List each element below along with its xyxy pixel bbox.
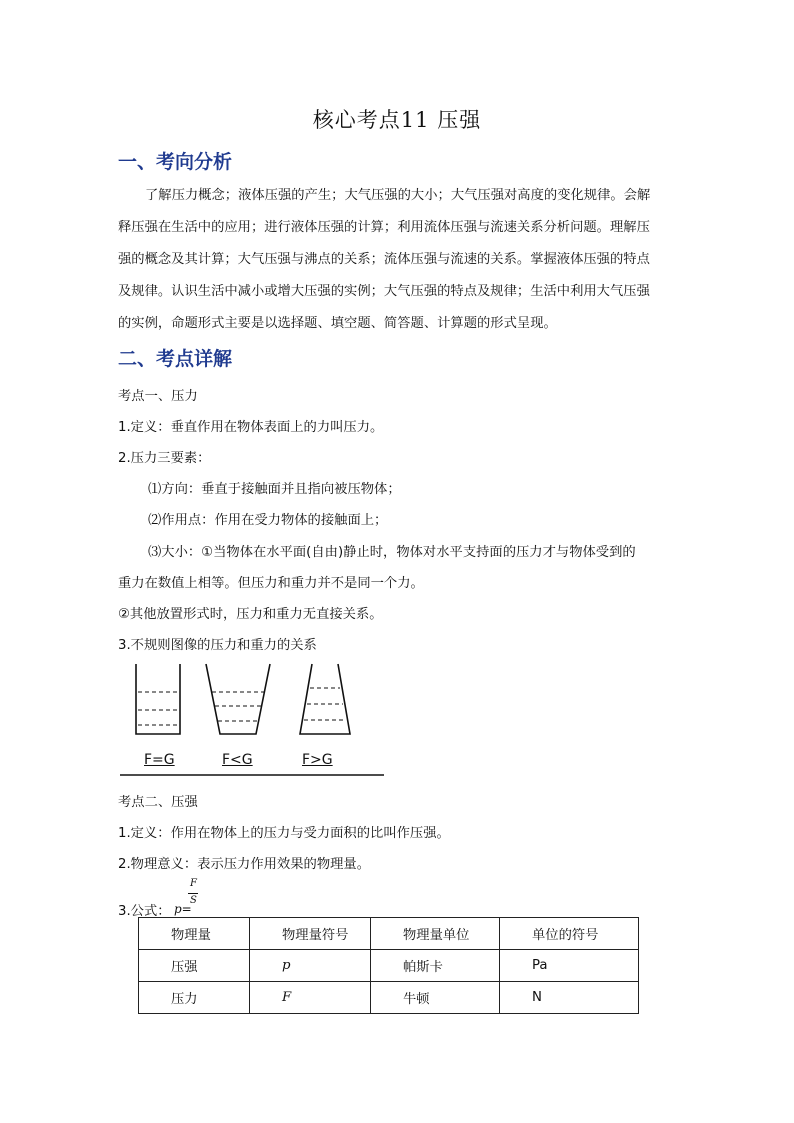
label-f-greater-g: F>G <box>302 752 333 768</box>
point2-meaning: 2.物理意义：表示压力作用效果的物理量。 <box>118 857 371 872</box>
page-title: 核心考点11 压强 <box>312 108 482 132</box>
analysis-paragraph <box>118 180 678 340</box>
table-header-cell: 物理量符号 <box>250 918 371 950</box>
wide-top-container <box>206 664 270 734</box>
paragraph-line: 强的概念及其计算；大气压强与沸点的关系；流体压强与流速的关系。掌握液体压强的特点 <box>118 252 650 267</box>
table-header-cell: 物理量 <box>139 918 250 950</box>
point2-definition: 1.定义：作用在物体上的压力与受力面积的比叫作压强。 <box>118 826 450 841</box>
formula-numerator: F <box>190 878 197 889</box>
table-header-cell: 物理量单位 <box>371 918 500 950</box>
point1-irregular-heading: 3.不规则图像的压力和重力的关系 <box>118 638 317 653</box>
table-cell: 帕斯卡 <box>371 950 500 982</box>
point2-title: 考点二、压强 <box>118 795 198 810</box>
point1-other-cases: ②其他放置形式时，压力和重力无直接关系。 <box>118 607 383 622</box>
table-header-cell: 单位的符号 <box>500 918 639 950</box>
formula-denominator: S <box>190 895 197 906</box>
formula-p: p= <box>174 902 192 916</box>
point1-three-elements: 2.压力三要素： <box>118 451 211 466</box>
table-cell: Pa <box>500 950 639 982</box>
formula-label: 3.公式： <box>118 904 171 919</box>
paragraph-line: 释压强在生活中的应用；进行液体压强的计算；利用流体压强与流速关系分析问题。理解压 <box>118 220 650 235</box>
point1-direction: ⑴方向：垂直于接触面并且指向被压物体； <box>148 482 401 497</box>
table-cell: p <box>250 950 371 982</box>
point1-action-point: ⑵作用点：作用在受力物体的接触面上； <box>148 513 388 528</box>
paragraph-line: 及规律。认识生活中减小或增大压强的实例；大气压强的特点及规律；生活中利用大气压强 <box>118 284 650 299</box>
table-cell: 牛顿 <box>371 982 500 1014</box>
table-row <box>139 982 639 1014</box>
label-f-equals-g: F=G <box>144 752 175 768</box>
section-heading-analysis: 一、考向分析 <box>118 151 233 173</box>
paragraph-line: 了解压力概念；液体压强的产生；大气压强的大小；大气压强对高度的变化规律。会解 <box>145 188 651 203</box>
table-row <box>139 950 639 982</box>
wide-bottom-container <box>300 664 350 734</box>
table-cell: 压力 <box>139 982 250 1014</box>
point1-title: 考点一、压力 <box>118 389 198 404</box>
straight-container <box>136 664 180 734</box>
container-pressure-figure <box>118 660 386 780</box>
table-cell: F <box>250 982 371 1014</box>
table-cell: 压强 <box>139 950 250 982</box>
label-f-less-g: F<G <box>222 752 253 768</box>
table-header-row <box>139 918 639 950</box>
paragraph-line: 的实例，命题形式主要是以选择题、填空题、简答题、计算题的形式呈现。 <box>118 316 557 331</box>
point1-magnitude-line1: ⑶大小：①当物体在水平面(自由)静止时，物体对水平支持面的压力才与物体受到的 <box>148 545 636 560</box>
point1-definition: 1.定义：垂直作用在物体表面上的力叫压力。 <box>118 420 384 435</box>
point1-magnitude-line2: 重力在数值上相等。但压力和重力并不是同一个力。 <box>118 576 424 591</box>
quantity-table <box>138 917 639 1014</box>
section-heading-details: 二、考点详解 <box>118 348 233 370</box>
formula-fraction-bar <box>188 893 198 894</box>
table-cell: N <box>500 982 639 1014</box>
